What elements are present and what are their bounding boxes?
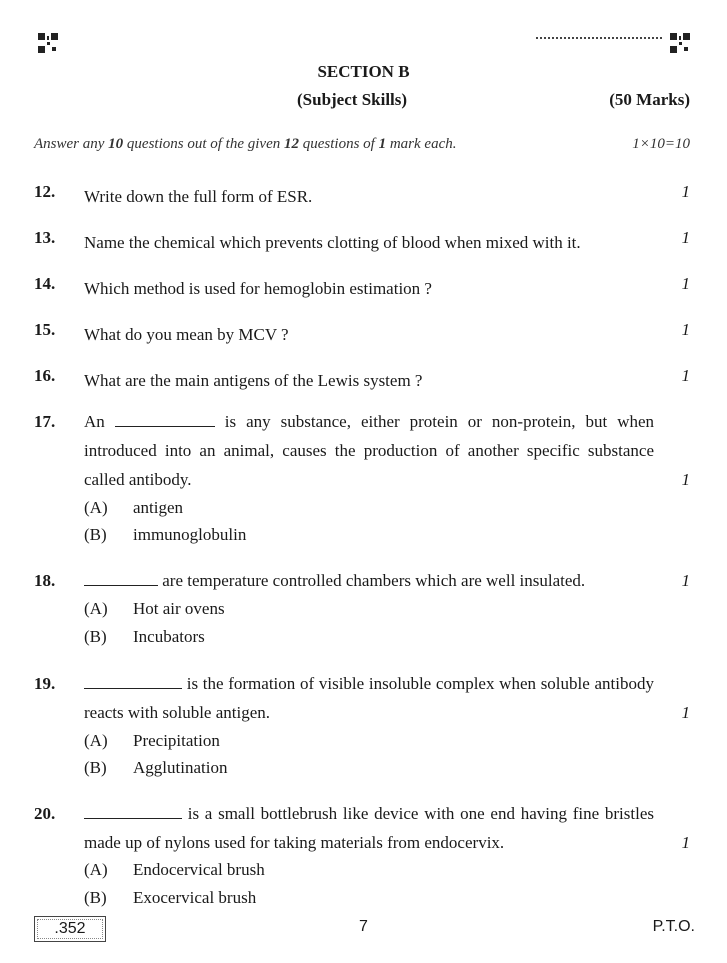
question-mark: 1 — [681, 366, 690, 385]
question-mark: 1 — [681, 320, 690, 339]
question-mark: 1 — [681, 182, 690, 201]
question-mark: 1 — [681, 228, 690, 247]
question-mark: 1 — [681, 833, 690, 852]
question-number: 17. — [34, 412, 56, 431]
question-number: 15. — [34, 320, 56, 339]
section-subtitle: (Subject Skills) — [297, 90, 408, 109]
question-number: 16. — [34, 366, 56, 385]
question-text: Which method is used for hemoglobin estimation ? — [84, 279, 432, 298]
question-text: An is any substance, either protein or non-protein, but when introduced into an animal, causes the production of another specific substance called antibody. — [84, 412, 655, 489]
question-mark: 1 — [681, 274, 690, 293]
question-mark: 1 — [681, 470, 690, 489]
instruction-marks: 1×10=10 — [632, 136, 690, 152]
question-text: What are the main antigens of the Lewis system ? — [84, 371, 423, 390]
question-text: are temperature controlled chambers which are well insulated. — [84, 566, 654, 595]
question-number: 13. — [34, 228, 56, 247]
qr-code-icon — [38, 33, 58, 53]
question-number: 19. — [34, 674, 56, 693]
question-text: What do you mean by MCV ? — [84, 325, 289, 344]
answer-blank — [115, 412, 215, 427]
question-number: 12. — [34, 182, 56, 201]
option-item: (B) immunoglobulin — [84, 525, 247, 544]
answer-blank — [84, 804, 182, 819]
question-mark: 1 — [681, 571, 690, 590]
question-text: Write down the full form of ESR. — [84, 187, 313, 206]
question-number: 18. — [34, 571, 56, 590]
instruction-text: Answer any 10 questions out of the given 12 questions of 1 mark each. — [34, 136, 457, 152]
question-text: is the formation of visible insoluble complex when soluble antibody reacts with soluble antigen. — [84, 674, 655, 722]
option-item: (A) Precipitation — [84, 731, 220, 750]
option-item: (A) Endocervical brush — [84, 860, 265, 879]
pto-label: P.T.O. — [652, 918, 695, 935]
section-title: SECTION B — [317, 62, 410, 81]
option-item: (B) Agglutination — [84, 758, 228, 777]
paper-code: .352 — [34, 916, 106, 942]
answer-blank — [84, 571, 158, 586]
answer-blank — [84, 674, 182, 689]
qr-code-icon — [670, 33, 690, 53]
question-mark: 1 — [681, 703, 690, 722]
option-item: (B) Incubators — [84, 627, 205, 646]
question-number: 20. — [34, 804, 56, 823]
section-marks: (50 Marks) — [609, 90, 690, 109]
question-number: 14. — [34, 274, 56, 293]
option-item: (A) antigen — [84, 498, 184, 517]
question-text: is a small bottlebrush like device with one end having fine bristles made up of nylons used for taking materials from endocervix. — [84, 804, 654, 852]
page-number: 7 — [359, 918, 368, 935]
barcode-line — [536, 37, 662, 39]
question-text: Name the chemical which prevents clotting of blood when mixed with it. — [84, 233, 581, 252]
option-item: (A) Hot air ovens — [84, 599, 225, 618]
option-item: (B) Exocervical brush — [84, 888, 257, 907]
